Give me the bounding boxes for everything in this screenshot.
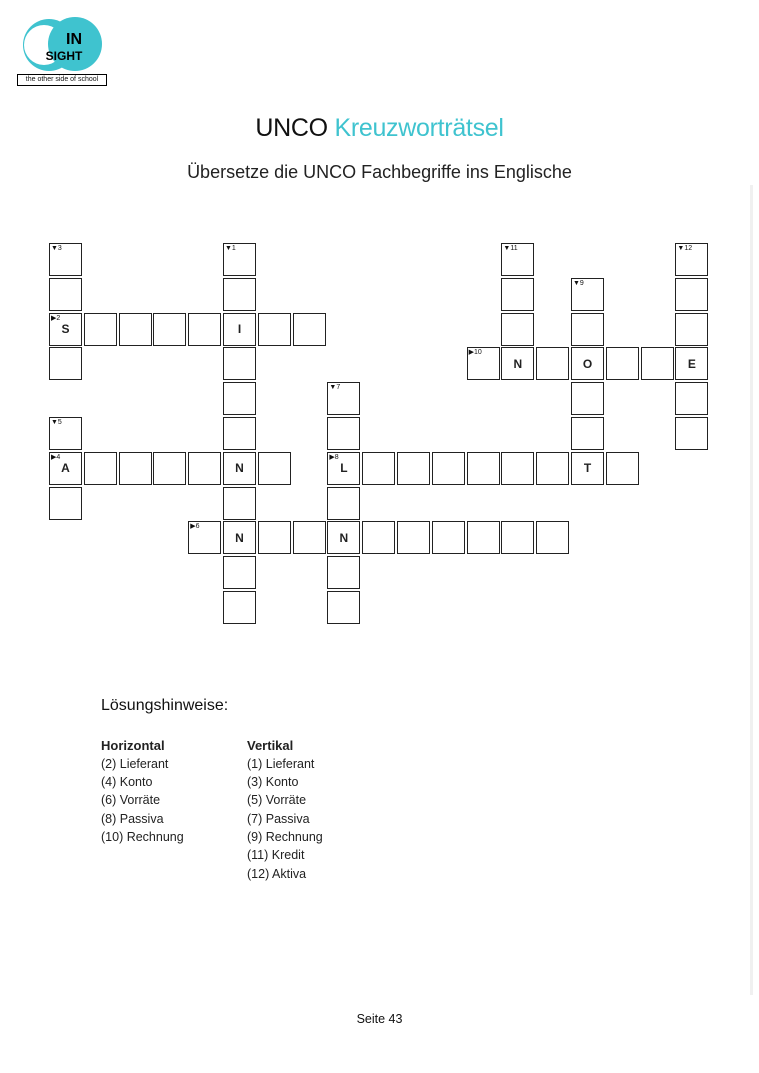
logo-tagline: the other side of school xyxy=(17,74,107,86)
given-letter: N xyxy=(235,461,244,476)
crossword-cell[interactable] xyxy=(293,313,326,346)
clue-number: ▼7 xyxy=(329,384,341,392)
crossword-cell[interactable] xyxy=(223,521,256,554)
crossword-cell[interactable] xyxy=(223,556,256,589)
crossword-cell[interactable] xyxy=(84,452,117,485)
clue-number: ▶10 xyxy=(468,349,482,357)
crossword-cell[interactable] xyxy=(327,591,360,624)
clue-number: ▶6 xyxy=(190,523,200,531)
crossword-cell[interactable] xyxy=(606,347,639,380)
crossword-cell[interactable] xyxy=(432,452,465,485)
crossword-cell[interactable] xyxy=(675,243,708,276)
crossword-cell[interactable] xyxy=(501,347,534,380)
crossword-cell[interactable] xyxy=(188,313,221,346)
page-subtitle: Übersetze die UNCO Fachbegriffe ins Englische xyxy=(187,162,572,182)
crossword-cell[interactable] xyxy=(223,382,256,415)
crossword-cell[interactable] xyxy=(571,313,604,346)
crossword-cell[interactable] xyxy=(467,347,500,380)
crossword-cell[interactable] xyxy=(536,347,569,380)
crossword-cell[interactable] xyxy=(536,452,569,485)
crossword-cell[interactable] xyxy=(501,278,534,311)
crossword-cell[interactable] xyxy=(606,452,639,485)
clue-vertical: (5) Vorräte xyxy=(247,793,307,807)
crossword-cell[interactable] xyxy=(675,313,708,346)
crossword-cell[interactable] xyxy=(223,417,256,450)
clue-horizontal: (4) Konto xyxy=(101,775,153,789)
crossword-cell[interactable] xyxy=(641,347,674,380)
crossword-cell[interactable] xyxy=(501,243,534,276)
crossword-cell[interactable] xyxy=(258,521,291,554)
crossword-cell[interactable] xyxy=(49,417,82,450)
clue-number: ▼9 xyxy=(573,279,584,287)
given-letter: A xyxy=(61,461,70,476)
clue-number: ▼1 xyxy=(225,245,236,252)
crossword-cell[interactable] xyxy=(119,313,152,346)
given-letter: E xyxy=(687,356,696,371)
crossword-cell[interactable] xyxy=(327,521,360,554)
crossword-cell[interactable] xyxy=(397,452,430,485)
clue-number: ▼5 xyxy=(51,419,62,426)
crossword-cell[interactable] xyxy=(467,452,500,485)
crossword-cell[interactable] xyxy=(49,347,82,380)
crossword-cell[interactable] xyxy=(223,591,256,624)
crossword-cell[interactable] xyxy=(501,452,534,485)
crossword-cell[interactable] xyxy=(571,278,604,311)
clue-number: ▼12 xyxy=(677,245,693,252)
crossword-cell[interactable] xyxy=(293,521,326,554)
crossword-cell[interactable] xyxy=(258,313,291,346)
crossword-cell[interactable] xyxy=(188,452,221,485)
crossword-cell[interactable] xyxy=(675,382,708,415)
crossword-cell[interactable] xyxy=(188,521,221,554)
crossword-cell[interactable] xyxy=(327,382,360,415)
clue-vertical: (3) Konto xyxy=(247,775,299,789)
crossword-cell[interactable] xyxy=(49,243,82,276)
logo-mark-icon xyxy=(17,16,109,76)
clue-vertical: (12) Aktiva xyxy=(247,867,307,881)
crossword-cell[interactable] xyxy=(223,243,256,276)
clue-number: ▶8 xyxy=(329,453,339,461)
crossword-cell[interactable] xyxy=(49,278,82,311)
crossword-cell[interactable] xyxy=(49,452,82,485)
crossword-cell[interactable] xyxy=(501,313,534,346)
clue-horizontal: (6) Vorräte xyxy=(101,793,161,807)
clue-horizontal: (2) Lieferant xyxy=(101,757,169,771)
crossword-cell[interactable] xyxy=(571,452,604,485)
given-letter: L xyxy=(340,461,348,476)
crossword-cell[interactable] xyxy=(119,452,152,485)
given-letter: N xyxy=(339,530,349,545)
crossword-cell[interactable] xyxy=(327,487,360,520)
given-letter: N xyxy=(513,356,523,371)
page-number: Seite 43 xyxy=(356,1012,403,1026)
given-letter: T xyxy=(583,461,592,476)
clue-vertical: (11) Kredit xyxy=(247,848,305,862)
crossword-cell[interactable] xyxy=(571,347,604,380)
given-letter: N xyxy=(235,530,244,545)
crossword-cell[interactable] xyxy=(153,313,186,346)
title-accent: Kreuzworträtsel xyxy=(334,114,504,142)
crossword-cell[interactable] xyxy=(258,452,291,485)
clue-horizontal: (8) Passiva xyxy=(101,812,164,826)
vertical-heading: Vertikal xyxy=(247,738,294,753)
clue-number: ▼3 xyxy=(51,245,62,252)
crossword-cell[interactable] xyxy=(223,487,256,520)
crossword-cell[interactable] xyxy=(675,278,708,311)
clue-vertical: (1) Lieferant xyxy=(247,757,315,771)
crossword-cell[interactable] xyxy=(432,521,465,554)
hints-title: Lösungshinweise: xyxy=(101,697,229,714)
crossword-cell[interactable] xyxy=(49,313,82,346)
page-title xyxy=(0,114,759,143)
clue-number: ▶4 xyxy=(51,453,61,461)
clue-number: ▶2 xyxy=(51,314,61,322)
crossword-cell[interactable] xyxy=(397,521,430,554)
clue-vertical: (7) Passiva xyxy=(247,812,310,826)
given-letter: I xyxy=(237,322,242,337)
clue-number: ▼11 xyxy=(503,245,518,252)
page-edge-shadow xyxy=(750,185,753,995)
crossword-cell[interactable] xyxy=(362,521,395,554)
given-letter: S xyxy=(61,322,70,337)
horizontal-heading: Horizontal xyxy=(101,738,165,753)
crossword-cell[interactable] xyxy=(49,487,82,520)
crossword-cell[interactable] xyxy=(571,382,604,415)
title-main: UNCO xyxy=(255,114,328,142)
crossword-cell[interactable] xyxy=(501,521,534,554)
crossword-cell[interactable] xyxy=(536,521,569,554)
crossword-cell[interactable] xyxy=(84,313,117,346)
clue-horizontal: (10) Rechnung xyxy=(101,830,184,844)
logo-sight-text: SIGHT xyxy=(45,49,83,63)
crossword-cell[interactable] xyxy=(327,452,360,485)
given-letter: O xyxy=(582,356,593,371)
crossword-cell[interactable] xyxy=(467,521,500,554)
clue-vertical: (9) Rechnung xyxy=(247,830,323,844)
crossword-cell[interactable] xyxy=(223,347,256,380)
logo-in-text: IN xyxy=(66,31,82,48)
crossword-cell[interactable] xyxy=(223,313,256,346)
crossword-cell[interactable] xyxy=(223,452,256,485)
crossword-cell[interactable] xyxy=(571,417,604,450)
crossword-cell[interactable] xyxy=(153,452,186,485)
crossword-cell[interactable] xyxy=(327,556,360,589)
crossword-cell[interactable] xyxy=(675,347,708,380)
crossword-cell[interactable] xyxy=(327,417,360,450)
crossword-cell[interactable] xyxy=(362,452,395,485)
crossword-cell[interactable] xyxy=(675,417,708,450)
crossword-cell[interactable] xyxy=(223,278,256,311)
